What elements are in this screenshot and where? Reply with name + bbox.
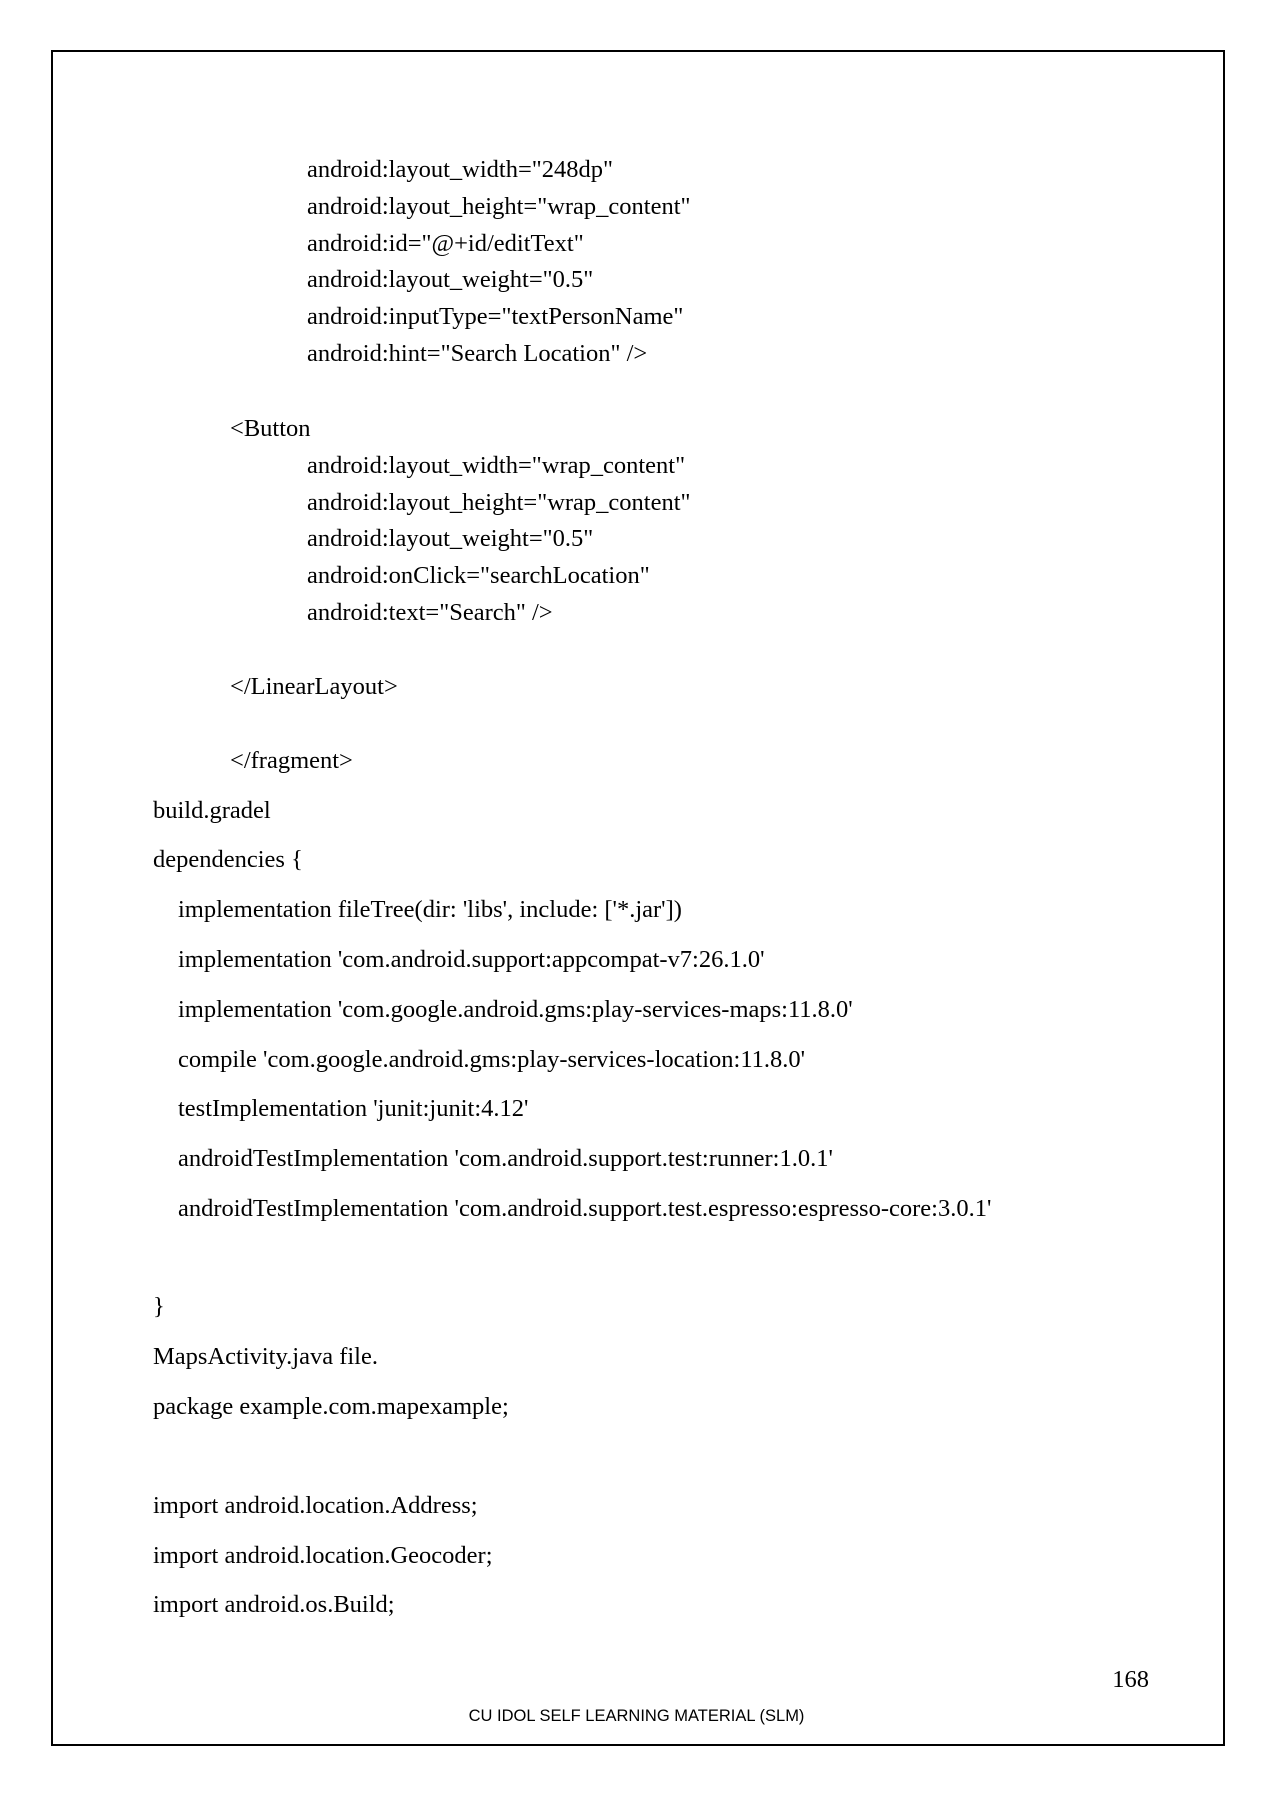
code-line: implementation 'com.android.support:appcompat-v7:26.1.0' <box>178 946 765 973</box>
section-label: MapsActivity.java file. <box>153 1343 378 1370</box>
code-line: import android.location.Geocoder; <box>153 1542 493 1569</box>
code-line: testImplementation 'junit:junit:4.12' <box>178 1095 529 1122</box>
code-line: android:layout_weight="0.5" <box>307 525 594 552</box>
code-line: </LinearLayout> <box>230 673 398 700</box>
code-line: android:text="Search" /> <box>307 599 553 626</box>
code-line: android:layout_height="wrap_content" <box>307 489 691 516</box>
code-line: import android.location.Address; <box>153 1492 478 1519</box>
code-line: android:id="@+id/editText" <box>307 230 584 257</box>
section-label: build.gradel <box>153 797 271 824</box>
code-line: androidTestImplementation 'com.android.support.test.espresso:espresso-core:3.0.1' <box>178 1195 992 1222</box>
code-line: <Button <box>230 415 311 442</box>
code-line: import android.os.Build; <box>153 1591 395 1618</box>
code-line: android:layout_width="248dp" <box>307 156 614 183</box>
code-line: implementation 'com.google.android.gms:play-services-maps:11.8.0' <box>178 996 853 1023</box>
code-line: android:layout_weight="0.5" <box>307 266 594 293</box>
code-line: android:onClick="searchLocation" <box>307 562 650 589</box>
page-number: 168 <box>1112 1666 1149 1693</box>
code-line: } <box>153 1293 165 1320</box>
code-line: dependencies { <box>153 846 303 873</box>
code-line: compile 'com.google.android.gms:play-services-location:11.8.0' <box>178 1046 806 1073</box>
footer-text: CU IDOL SELF LEARNING MATERIAL (SLM) <box>468 1707 805 1725</box>
code-line: package example.com.mapexample; <box>153 1393 509 1420</box>
code-line: android:inputType="textPersonName" <box>307 303 684 330</box>
code-line: androidTestImplementation 'com.android.support.test:runner:1.0.1' <box>178 1145 833 1172</box>
code-line: android:layout_width="wrap_content" <box>307 452 686 479</box>
code-line: </fragment> <box>230 747 353 774</box>
code-line: android:layout_height="wrap_content" <box>307 193 691 220</box>
code-line: implementation fileTree(dir: 'libs', include: ['*.jar']) <box>178 896 682 923</box>
code-line: android:hint="Search Location" /> <box>307 340 648 367</box>
